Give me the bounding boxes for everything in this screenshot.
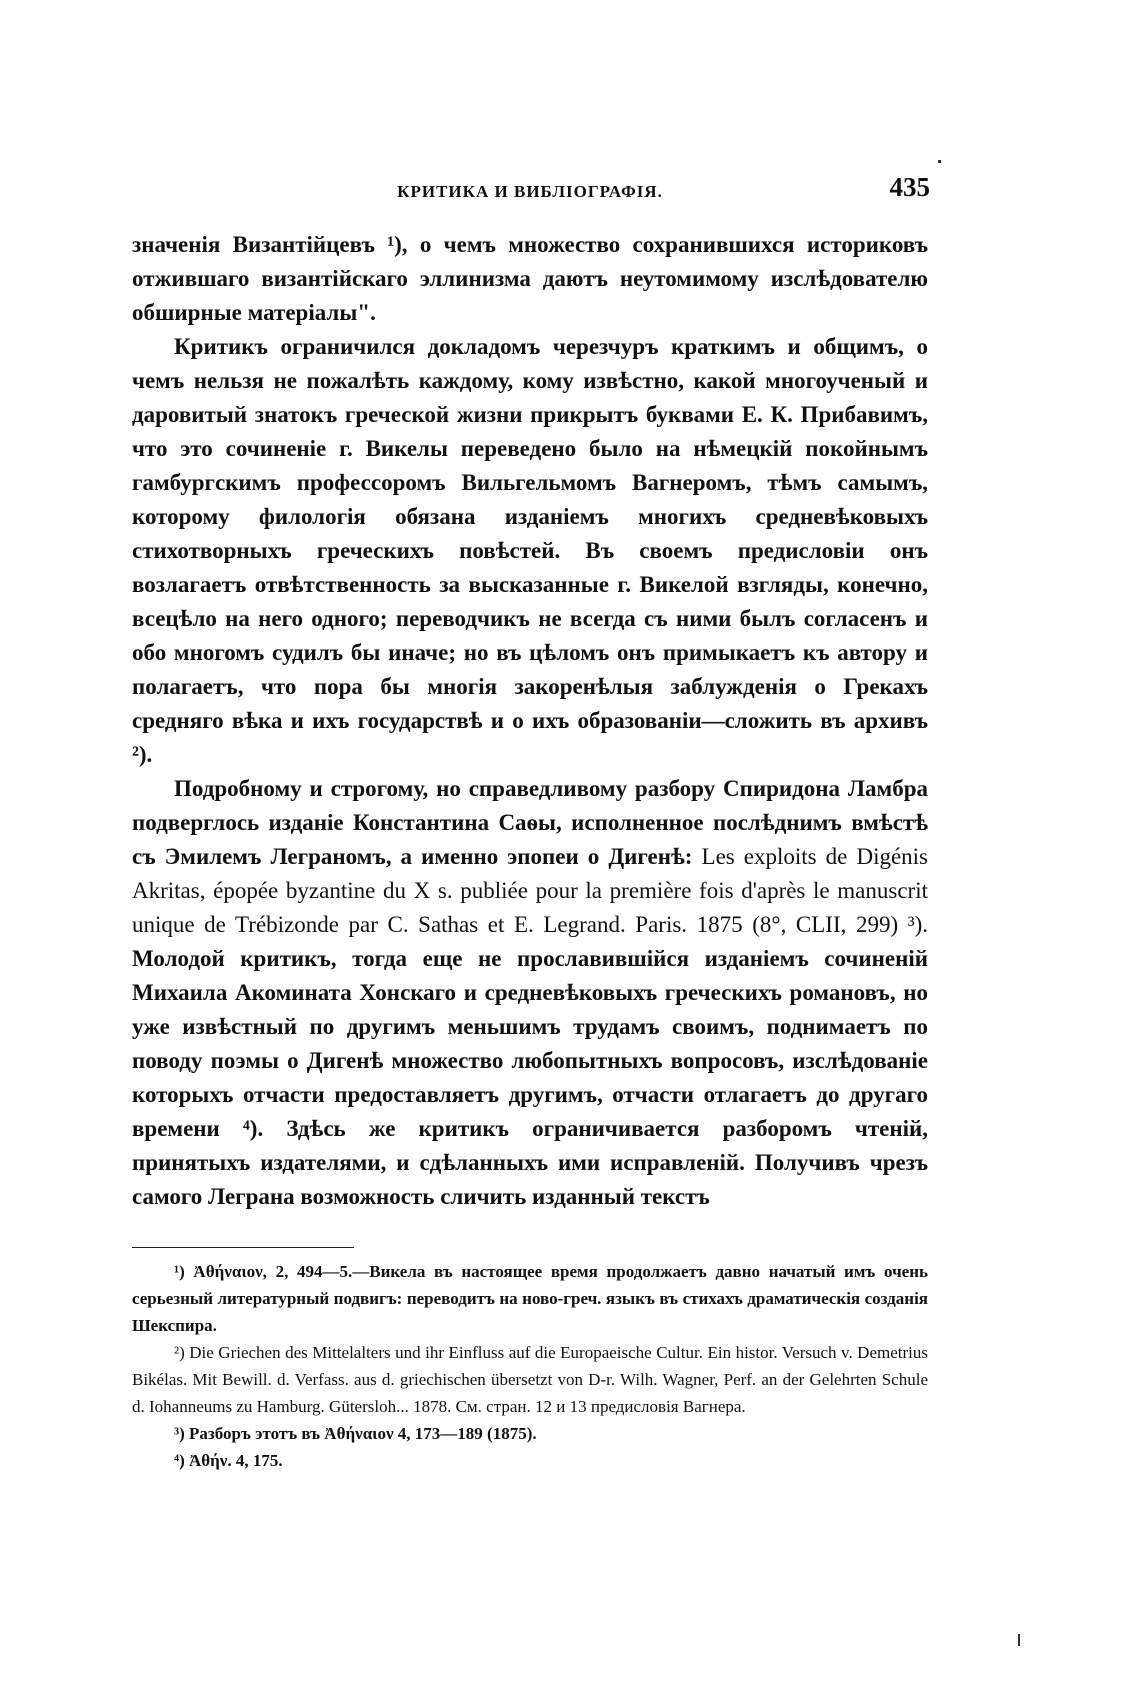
footnote-separator xyxy=(132,1247,354,1248)
paragraph-3 xyxy=(132,772,928,1214)
footnote-4: ⁴) Ἀθήν. 4, 175. xyxy=(174,1451,283,1470)
footnote-2: ²) Die Griechen des Mittelalters und ihr Einfluss auf die Europaeische Cultur. Ein histor. Versuch v. Demetrius Bikélas. Mit Bewill. d. Verfass. aus d. griechischen übersetzt von D-r. Wilh. Wagner, Perf. an der Gelehrten Schule d. Iohanneums zu Hamburg. Gütersloh... 1878. См. стран. 12 и 13 предисловія Вагнера. xyxy=(132,1343,928,1416)
bibliographic-citation: Les exploits de Digénis Akritas, épopée byzantine du X s. publiée pour la première fois d'après le manuscrit unique de Trébizonde par C. Sathas et E. Legrand. Paris. 1875 (8°, CLII, 299) ³). xyxy=(132,844,929,937)
main-text xyxy=(132,228,928,1214)
footnote-1: ¹) Ἀθήναιον, 2, 494—5.—Викела въ настоящее время продолжаетъ давно начатый имъ очень серьезный литературный подвигъ: переводитъ на ново-греч. языкъ въ стихахъ драматическія созданія Шекспира. xyxy=(132,1262,928,1335)
footnote-3: ³) Разборъ этотъ въ Ἀθήναιον 4, 173—189 (1875). xyxy=(174,1424,537,1443)
scan-speck xyxy=(1018,1634,1020,1646)
paragraph-2: Критикъ ограничился докладомъ черезчуръ краткимъ и общимъ, о чемъ нельзя не пожалѣть каждому, кому извѣстно, какой многоученый и даровитый знатокъ греческой жизни прикрытъ буквами Е. К. Прибавимъ, что это сочиненіе г. Викелы переведено было на нѣмецкій покойнымъ гамбургскимъ профессоромъ Вильгельмомъ Вагнеромъ, тѣмъ самымъ, которому филологія обязана изданіемъ многихъ средневѣковыхъ стихотворныхъ греческихъ повѣстей. Въ своемъ предисловіи онъ возлагаетъ отвѣтственность за высказанные г. Викелой взгляды, конечно, всецѣло на него одного; переводчикъ не всегда съ ними былъ согласенъ и обо многомъ судилъ бы иначе; но въ цѣломъ онъ примыкаетъ къ автору и полагаетъ, что пора бы многія закоренѣлыя заблужденія о Грекахъ средняго вѣка и ихъ государствѣ и о ихъ образованіи—сложить въ архивъ ²). xyxy=(132,334,928,767)
paragraph-1: значенія Византійцевъ ¹), о чемъ множество сохранившихся историковъ отжившаго византійскаго эллинизма даютъ неутомимому изслѣдователю обширные матеріалы". xyxy=(132,232,928,325)
paragraph-3-start: Подробному и строгому, но справедливому разбору Спиридона Ламбра подверглось изданіе Константина Саѳы, исполненное послѣднимъ вмѣстѣ съ Эмилемъ Леграномъ, а именно эпопеи о Дигенѣ: xyxy=(132,776,928,869)
paragraph-3-end: Молодой критикъ, тогда еще не прославившійся изданіемъ сочиненій Михаила Акомината Хонскаго и средневѣковыхъ греческихъ романовъ, но уже извѣстный по другимъ меньшимъ трудамъ своимъ, поднимаетъ по поводу поэмы о Дигенѣ множество любопытныхъ вопросовъ, изслѣдованіе которыхъ отчасти предоставляетъ другимъ, отчасти отлагаетъ до другаго времени ⁴). Здѣсь же критикъ ограничивается разборомъ чтеній, принятыхъ издателями, и сдѣланныхъ ими исправленій. Получивъ чрезъ самого Леграна возможность сличить изданный текстъ xyxy=(132,946,928,1209)
page-number: 435 xyxy=(889,172,930,202)
running-head: КРИТИКА И ВИБЛІОГРАФІЯ. xyxy=(397,182,663,201)
page-header xyxy=(130,172,930,212)
footnotes xyxy=(132,1258,928,1474)
scan-speck xyxy=(938,160,941,163)
